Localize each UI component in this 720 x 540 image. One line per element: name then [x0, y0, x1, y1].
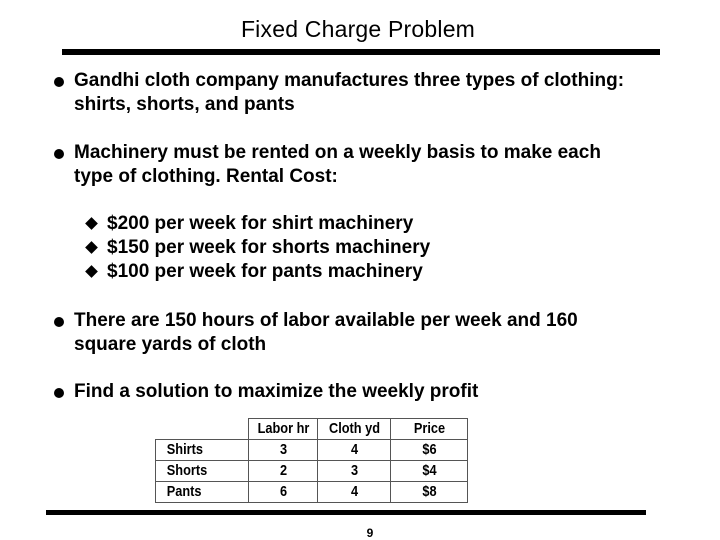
page-number: 9	[366, 526, 374, 540]
table-cell: Shorts	[162, 461, 241, 482]
bullet-dot-icon	[54, 77, 64, 87]
table-header-cell: Price	[396, 419, 461, 440]
table-cell: 3	[323, 461, 385, 482]
diamond-bullet-icon	[85, 241, 98, 254]
diamond-bullet-icon	[85, 265, 98, 278]
bullet-dot-icon	[54, 149, 64, 159]
sub-bullet-text: $200 per week for shirt machinery	[107, 213, 414, 234]
data-table	[155, 418, 468, 503]
bullet-item	[54, 69, 654, 117]
table-header-cell	[162, 419, 241, 440]
table-cell: $6	[396, 440, 461, 461]
bullet-dot-icon	[54, 388, 64, 398]
table-cell: Shirts	[162, 440, 241, 461]
bullet-text: There are 150 hours of labor available per week and 160 square yards of cloth	[74, 310, 578, 355]
table-cell: 2	[254, 461, 313, 482]
sub-bullet-text: $150 per week for shorts machinery	[107, 237, 431, 258]
table-header-cell: Cloth yd	[323, 419, 385, 440]
sub-bullet-text: $100 per week for pants machinery	[107, 261, 423, 282]
table-cell: $8	[396, 482, 461, 503]
table-row	[156, 461, 468, 482]
table-header-row	[156, 419, 468, 440]
slide-title: Fixed Charge Problem	[240, 16, 476, 42]
sub-bullet-item	[87, 236, 507, 260]
bullet-text: Machinery must be rented on a weekly basis to make each type of clothing. Rental Cost:	[74, 142, 601, 187]
table-cell: 4	[323, 440, 385, 461]
bullet-dot-icon	[54, 317, 64, 327]
table-cell: 4	[323, 482, 385, 503]
footer-divider	[46, 510, 646, 515]
bullet-text: Find a solution to maximize the weekly profit	[74, 381, 479, 402]
sub-bullet-item	[87, 260, 507, 284]
table-header-cell: Labor hr	[254, 419, 313, 440]
table-row	[156, 440, 468, 461]
diamond-bullet-icon	[85, 217, 98, 230]
table-row	[156, 482, 468, 503]
table-cell: Pants	[162, 482, 241, 503]
table-cell: $4	[396, 461, 461, 482]
bullet-text: Gandhi cloth company manufactures three types of clothing: shirts, shorts, and pants	[74, 70, 625, 115]
title-divider	[62, 49, 660, 55]
table-cell: 3	[254, 440, 313, 461]
sub-bullet-item	[87, 212, 507, 236]
bullet-item	[54, 141, 654, 189]
table-cell: 6	[254, 482, 313, 503]
bullet-item	[54, 380, 654, 404]
bullet-item	[54, 309, 654, 357]
